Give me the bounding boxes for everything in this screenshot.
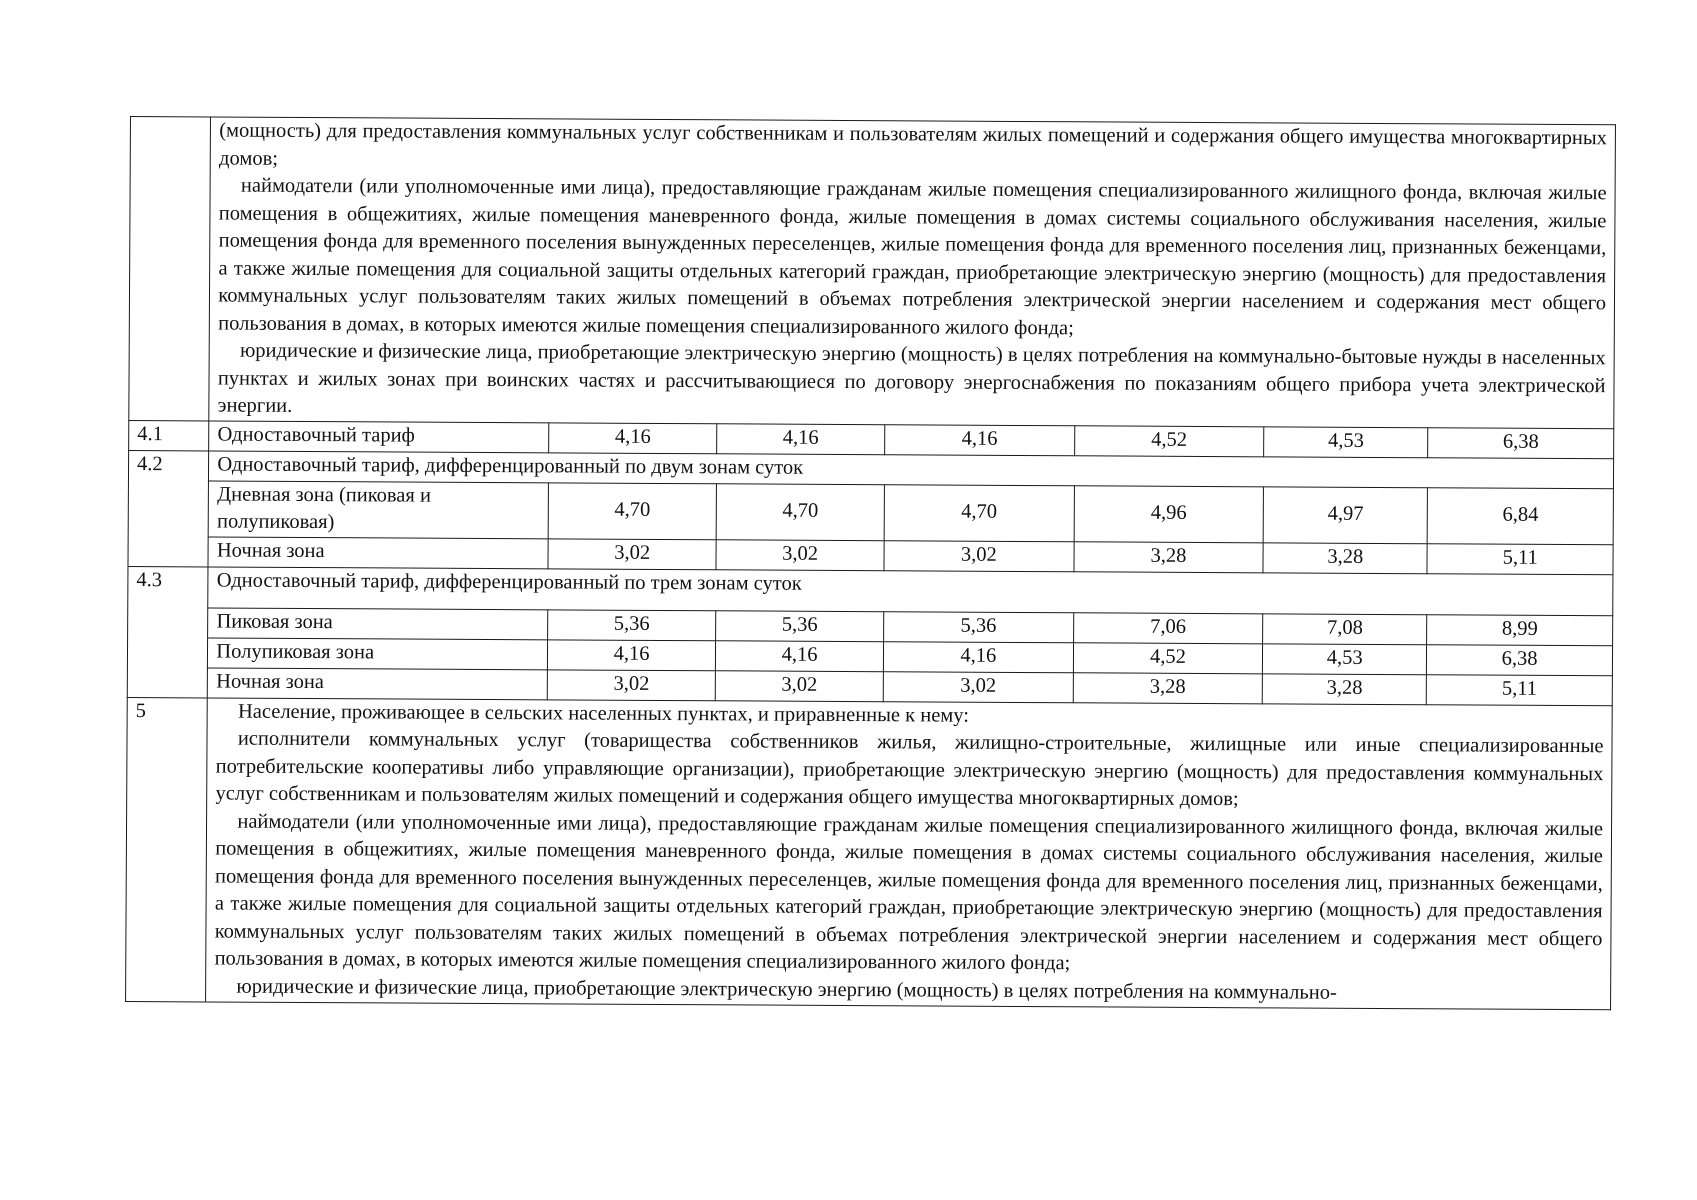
section-paragraph: юридические и физические лица, приобретающие электрическую энергию (мощность) в целях потребления на коммунально- — [236, 975, 1337, 1004]
tariff-value: 4,70 — [716, 483, 884, 540]
tariff-value: 4,16 — [885, 424, 1075, 455]
tariff-value: 5,36 — [716, 610, 884, 641]
section-title: Одноставочный тариф, дифференцированный по двум зонам суток — [209, 450, 1614, 488]
tariff-value: 6,38 — [1428, 427, 1614, 458]
tariff-value: 4,16 — [549, 422, 717, 453]
intro-paragraph: (мощность) для предоставления коммунальных услуг собственникам и пользователям жилых помещений и содержания общего имущества многоквартирных домов; — [219, 119, 1607, 170]
section-5-text-cell — [206, 697, 1612, 1009]
tariff-value: 3,28 — [1074, 541, 1264, 572]
table-row — [126, 697, 1613, 1010]
tariff-name: Одноставочный тариф — [209, 420, 549, 452]
tariff-value: 3,02 — [548, 538, 716, 569]
row-number: 4.2 — [128, 450, 209, 566]
section-paragraph: исполнители коммунальных услуг (товарищества собственников жилья, жилищно-строительные, жилищные или иные специализированные потребительские кооперативы либо управляющие организации), приобретающие электрическую энергию (мощность) для предоставления коммунальных услуг собственникам и пользователям жилых помещений и содержания общего имущества многоквартирных домов; — [215, 727, 1604, 811]
tariff-value: 5,36 — [884, 611, 1074, 642]
tariff-value: 3,28 — [1263, 542, 1427, 573]
tariff-value: 3,02 — [715, 670, 883, 701]
tariff-value: 4,96 — [1074, 485, 1264, 542]
tariff-value: 3,02 — [547, 669, 715, 700]
zone-name: Пиковая зона — [208, 607, 548, 639]
zone-name: Полупиковая зона — [208, 637, 548, 669]
table-row — [128, 480, 1613, 544]
tariff-value: 4,16 — [715, 640, 883, 671]
tariff-value: 6,84 — [1427, 487, 1613, 544]
tariff-value: 3,02 — [883, 671, 1073, 702]
section-title: Одноставочный тариф, дифференцированный по трем зонам суток — [208, 566, 1613, 615]
tariff-value: 4,70 — [548, 482, 716, 539]
tariff-value: 4,16 — [548, 639, 716, 670]
row-number: 5 — [126, 697, 208, 1002]
tariff-value: 4,53 — [1263, 643, 1427, 674]
intro-text-cell — [209, 117, 1615, 428]
section-paragraph: Население, проживающее в сельских населенных пунктах, и приравненные к нему: — [237, 700, 970, 727]
tariff-value: 3,02 — [716, 539, 884, 570]
tariff-value: 8,99 — [1427, 614, 1613, 645]
tariff-value: 5,36 — [548, 609, 716, 640]
tariff-value: 3,28 — [1262, 673, 1426, 704]
intro-paragraph: наймодатели (или уполномоченные ими лица), предоставляющие гражданам жилые помещения специализированного жилищного фонда, включая жилые помещения в общежитиях, жилые помещения маневренного фонда, жилые помещения в домах системы социального обслуживания населения, жилые помещения фонда для временного поселения вынужденных переселенцев, жилые помещения фонда для временного поселения лиц, признанных беженцами, а также жилые помещения для социальной защиты отдельных категорий граждан, приобретающие электрическую энергию (мощность) для предоставления коммунальных услуг пользователям таких жилых помещений в объемах потребления электрической энергии населением и содержания мест общего пользования в домах, в которых имеются жилые помещения специализированного жилого фонда; — [218, 174, 1607, 339]
tariff-value: 3,02 — [884, 540, 1074, 571]
tariff-value: 4,16 — [883, 641, 1073, 672]
tariff-value: 6,38 — [1427, 644, 1613, 675]
tariff-value: 4,52 — [1074, 425, 1264, 456]
zone-name: Дневная зона (пиковая и полупиковая) — [208, 480, 548, 538]
intro-paragraph: юридические и физические лица, приобретающие электрическую энергию (мощность) в целях потребления на коммунально-бытовые нужды в населенных пунктах и жилых зонах при воинских частях и рассчитывающиеся по договору энергоснабжения по показаниям общего прибора учета электрической энергии. — [217, 339, 1606, 417]
tariff-value: 7,08 — [1263, 613, 1427, 644]
tariff-value: 7,06 — [1073, 612, 1263, 643]
tariff-value: 4,97 — [1263, 486, 1427, 543]
tariff-value: 4,16 — [717, 423, 885, 454]
intro-row — [129, 117, 1616, 429]
row-number: 4.1 — [129, 420, 209, 450]
tariff-value: 4,70 — [884, 484, 1074, 541]
zone-name: Ночная зона — [208, 536, 548, 568]
tariff-table — [125, 116, 1616, 1010]
tariff-value: 4,53 — [1264, 426, 1428, 457]
tariff-value: 4,52 — [1073, 642, 1263, 673]
tariff-value: 5,11 — [1427, 674, 1613, 705]
zone-name: Ночная зона — [208, 667, 548, 699]
row-number: 4.3 — [127, 566, 208, 697]
tariff-value: 5,11 — [1427, 543, 1613, 574]
section-paragraph: наймодатели (или уполномоченные ими лица), предоставляющие гражданам жилые помещения специализированного жилищного фонда, включая жилые помещения в общежитиях, жилые помещения маневренного фонда, жилые помещения в домах системы социального обслуживания населения, жилые помещения фонда для временного поселения вынужденных переселенцев, жилые помещения фонда для временного поселения лиц, признанных беженцами, а также жилые помещения для социальной защиты отдельных категорий граждан, приобретающие электрическую энергию (мощность) для предоставления коммунальных услуг пользователям таких жилых помещений в объемах потребления электрической энергии населением и содержания мест общего пользования в домах, в которых имеются жилые помещения специализированного жилого фонда; — [214, 810, 1604, 975]
tariff-value: 3,28 — [1073, 672, 1263, 703]
intro-num-cell — [129, 117, 211, 421]
